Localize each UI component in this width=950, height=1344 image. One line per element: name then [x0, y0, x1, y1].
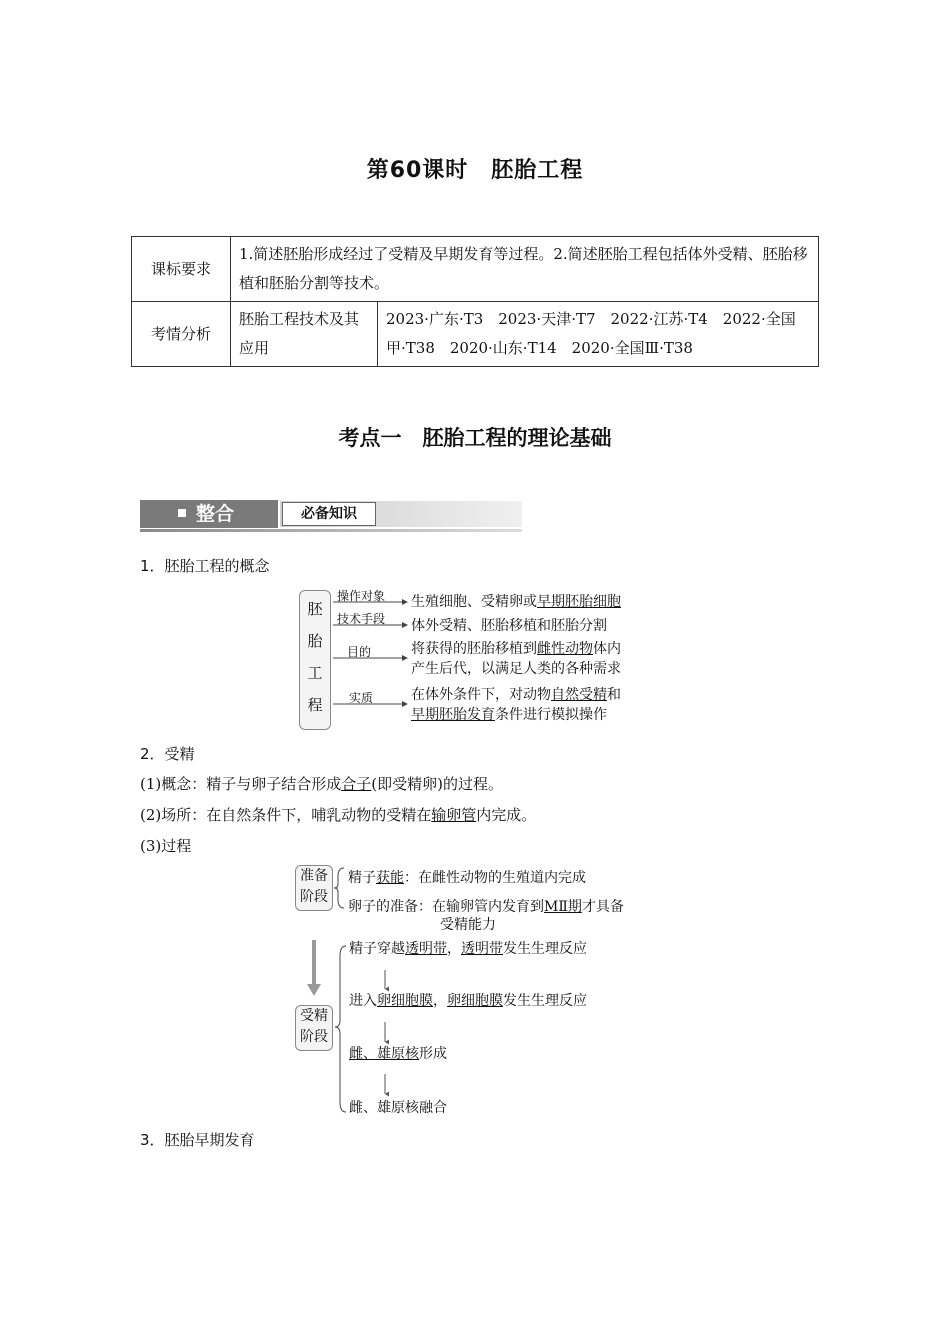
curriculum-table	[131, 236, 819, 367]
heading-fertilization: 2．受精	[140, 745, 195, 763]
text-underlined: 合子	[341, 775, 372, 793]
text: ，	[433, 993, 447, 1009]
concept-box-char: 工	[307, 664, 323, 682]
text: 体内	[593, 641, 621, 657]
text: 进入	[349, 993, 377, 1009]
label-operation-object: 操作对象	[337, 589, 386, 603]
box-line: 准备	[300, 868, 328, 884]
heading-early-development: 3．胚胎早期发育	[140, 1131, 255, 1149]
concept-box-char: 胚	[307, 600, 323, 618]
text-underlined: 自然受精	[551, 687, 607, 703]
text: 发生生理反应	[503, 941, 587, 957]
text: 卵子的准备：在输卵管内发育到	[348, 899, 544, 915]
banner-main	[140, 500, 278, 528]
text-underlined: 获能	[376, 870, 404, 886]
table-header-analysis: 考情分析	[132, 302, 231, 367]
text: 将获得的胚胎移植到	[411, 641, 537, 657]
text: 产生后代，以满足人类的各种需求	[411, 661, 621, 677]
fertilization-site	[140, 804, 536, 825]
text-underlined: 早期胚胎发育	[411, 707, 495, 723]
box-line: 阶段	[300, 889, 328, 905]
banner-sub: 必备知识	[282, 502, 376, 526]
concept-box-char: 程	[307, 696, 323, 714]
table-row	[132, 237, 819, 302]
table-row	[132, 302, 819, 367]
prep-sperm-capacitation	[348, 868, 586, 888]
text: 条件进行模拟操作	[495, 707, 607, 723]
text: 和	[607, 687, 621, 703]
table-cell-topic: 胚胎工程技术及其应用	[231, 302, 378, 367]
text: 精子穿越	[349, 941, 405, 957]
text: 才具备	[581, 899, 624, 915]
table-cell-exams: 2023·广东·T3 2023·天津·T7 2022·江苏·T4 2022·全国甲·T38 2020·山东·T14 2020·全国Ⅲ·T38	[378, 302, 819, 367]
banner-rule	[140, 529, 522, 532]
text: 在体外条件下，对动物	[411, 687, 551, 703]
text: ，	[447, 941, 461, 957]
text: 形成	[419, 1046, 447, 1062]
square-icon	[178, 509, 186, 517]
box-line: 受精	[300, 1008, 328, 1024]
fert-step-membrane	[349, 991, 587, 1011]
label-essence: 实质	[349, 691, 374, 705]
text-underlined: 雌性动物	[537, 641, 593, 657]
concept-item-purpose	[411, 639, 621, 679]
concept-box-char: 胎	[307, 632, 323, 650]
text-underlined: MⅡ期	[544, 899, 582, 915]
concept-diagram	[297, 587, 657, 729]
text: (1)概念：精子与卵子结合形成	[140, 775, 342, 793]
fert-step-fusion: 雌、雄原核融合	[349, 1100, 447, 1116]
prep-egg-cont: 受精能力	[440, 917, 496, 933]
text: (2)场所：在自然条件下，哺乳动物的受精在	[140, 806, 432, 824]
text-underlined: 透明带	[405, 941, 447, 957]
fert-step-pronuclei	[349, 1044, 447, 1064]
page-title: 第60课时 胚胎工程	[366, 158, 584, 183]
prep-egg	[348, 897, 624, 917]
text: 发生生理反应	[503, 993, 587, 1009]
concept-item-essence	[411, 685, 621, 725]
text: 生殖细胞、受精卵或	[411, 594, 537, 610]
text: 内完成。	[476, 806, 537, 824]
text: ：在雌性动物的生殖道内完成	[404, 870, 586, 886]
fertilization-process-heading: (3)过程	[140, 837, 192, 855]
label-purpose: 目的	[347, 645, 372, 659]
text-underlined: 雌、雄原核	[349, 1046, 419, 1062]
banner-main-label: 整合	[196, 503, 235, 525]
text: (即受精卵)的过程。	[371, 775, 503, 793]
table-header-requirement: 课标要求	[132, 237, 231, 302]
section-banner	[140, 500, 522, 532]
label-technique: 技术手段	[337, 612, 386, 626]
text-underlined: 早期胚胎细胞	[537, 594, 621, 610]
concept-item-object	[411, 592, 621, 612]
text-underlined: 透明带	[461, 941, 503, 957]
fert-step-zona	[349, 939, 587, 959]
heading-concept: 1．胚胎工程的概念	[140, 557, 270, 575]
box-line: 阶段	[300, 1029, 328, 1045]
section-title: 考点一 胚胎工程的理论基础	[338, 426, 612, 450]
concept-item-technique: 体外受精、胚胎移植和胚胎分割	[411, 618, 607, 634]
table-cell-requirement: 1.简述胚胎形成经过了受精及早期发育等过程。2.简述胚胎工程包括体外受精、胚胎移植和胚胎分割等技术。	[231, 237, 819, 302]
text-underlined: 卵细胞膜	[377, 993, 433, 1009]
text: 精子	[348, 870, 376, 886]
fertilization-diagram	[294, 862, 674, 1124]
text-underlined: 输卵管	[431, 806, 477, 824]
text-underlined: 卵细胞膜	[447, 993, 503, 1009]
fertilization-concept	[140, 773, 503, 794]
